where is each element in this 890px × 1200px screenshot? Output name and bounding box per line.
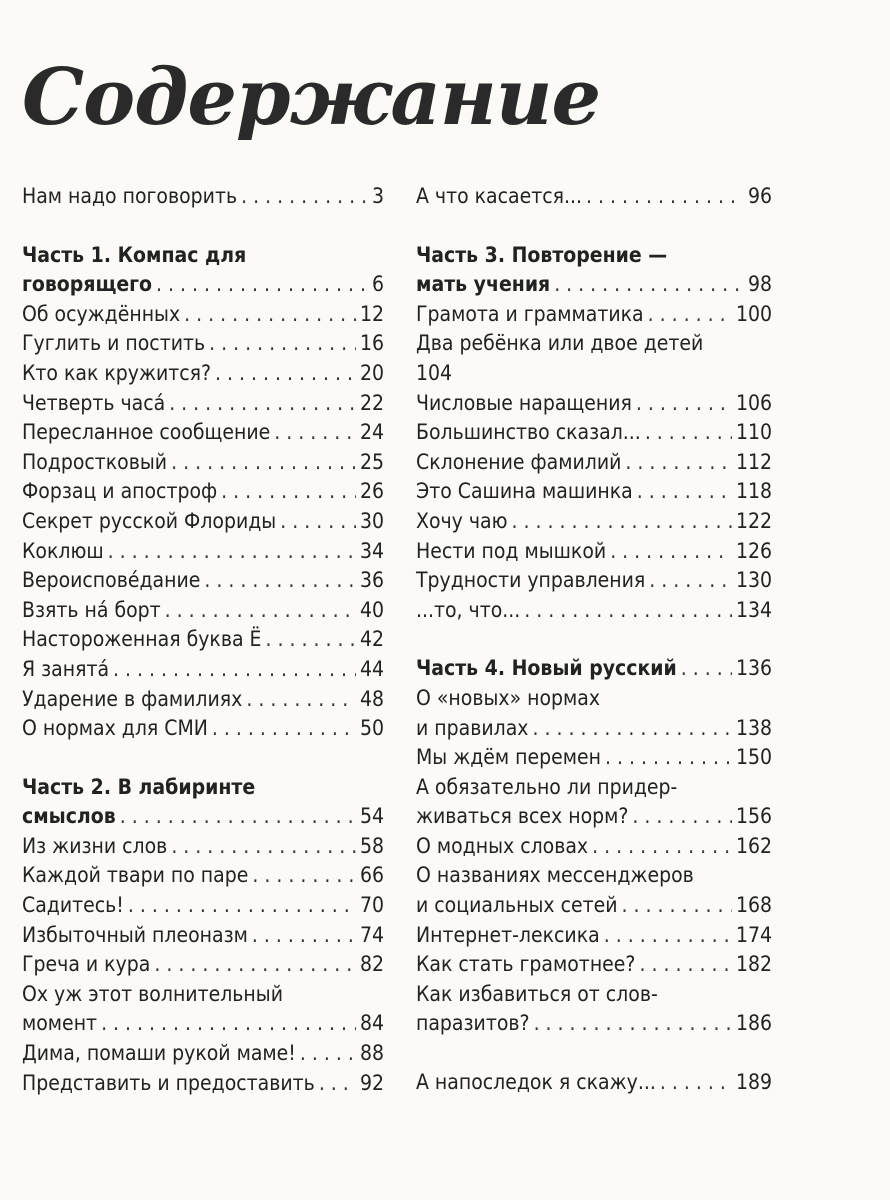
dot-leader [554, 270, 744, 300]
toc-entry-line [416, 448, 772, 478]
toc-entry-line [22, 685, 384, 715]
toc-entry-title: и правилах [416, 715, 529, 740]
toc-entry-line [416, 832, 772, 862]
dot-leader [184, 300, 356, 330]
toc-left-column [22, 182, 384, 1098]
toc-entry-line [22, 329, 384, 359]
toc-entry-title: Об осуждённых [22, 301, 181, 326]
toc-entry-line [22, 270, 384, 300]
dot-leader [586, 182, 744, 212]
dot-leader [246, 685, 356, 715]
toc-entry [416, 566, 772, 596]
toc-page-number: 88 [359, 1041, 384, 1066]
toc-entry-title: А что касается... [416, 184, 582, 208]
dot-leader [108, 537, 356, 567]
toc-entry [416, 329, 772, 388]
toc-entry [22, 861, 384, 891]
dot-leader [169, 389, 356, 419]
dot-leader [101, 1009, 356, 1039]
toc-page-number: 174 [735, 922, 772, 947]
toc-entry-title: и социальных сетей [416, 893, 618, 918]
toc-entry [22, 950, 384, 980]
toc-entry-title: Гуглить и постить [22, 331, 206, 356]
toc-page-number: 26 [359, 479, 384, 504]
toc-entry-title: Хочу чаю [416, 508, 508, 533]
toc-entry-line [22, 448, 384, 478]
toc-entry [22, 655, 384, 685]
dot-leader [252, 921, 356, 951]
dot-leader [204, 566, 356, 596]
toc-part-heading [416, 241, 772, 300]
dot-leader [534, 1009, 732, 1039]
toc-page-number: 84 [359, 1011, 384, 1036]
dot-leader [524, 596, 732, 626]
dot-leader [610, 537, 732, 567]
toc-page-number: 122 [735, 508, 772, 533]
toc-entry-title: Я занята́ [22, 656, 110, 681]
dot-leader [154, 950, 356, 980]
toc-page-number: 30 [359, 508, 384, 533]
toc-entry [416, 1068, 772, 1098]
toc-entry [22, 714, 384, 744]
toc-page-number: 25 [359, 449, 384, 474]
toc-entry-line [416, 743, 772, 773]
toc-page-number: 189 [735, 1070, 772, 1095]
toc-entry-title: Секрет русской Флориды [22, 508, 277, 533]
toc-entry-title: ...то, что... [416, 597, 521, 622]
toc-entry-title: Нам надо поговорить [22, 184, 238, 208]
dot-leader [156, 270, 368, 300]
toc-page-number: 162 [735, 833, 772, 858]
toc-entry-line [416, 802, 772, 832]
toc-entry-title: говорящего [22, 272, 153, 297]
toc-page-number: 50 [359, 716, 384, 741]
toc-entry [416, 448, 772, 478]
dot-leader [265, 625, 355, 655]
toc-page-number: 112 [735, 449, 772, 474]
toc-entry-title: О модных словах [416, 833, 589, 858]
dot-leader [252, 861, 356, 891]
toc-page-number: 12 [359, 301, 384, 326]
toc-entry [22, 891, 384, 921]
dot-leader [625, 448, 732, 478]
toc-page-number: 54 [359, 804, 384, 829]
toc-entry [416, 507, 772, 537]
toc-entry-line [22, 980, 384, 1010]
toc-entry-title: 104 [416, 360, 453, 385]
toc-page-number: 118 [735, 479, 772, 504]
toc-entry [22, 1069, 384, 1099]
toc-entry [416, 980, 772, 1039]
toc-page-number: 34 [359, 538, 384, 563]
toc-entry [22, 359, 384, 389]
toc-part-heading [22, 241, 384, 300]
toc-entry [22, 596, 384, 626]
toc-page-number: 156 [735, 804, 772, 829]
toc-page-number: 40 [359, 597, 384, 622]
toc-entry-line [416, 507, 772, 537]
dot-leader [660, 1068, 732, 1098]
dot-leader [212, 714, 356, 744]
toc-page-number: 150 [735, 745, 772, 770]
toc-page-number: 182 [735, 952, 772, 977]
toc-entry-title: Четверть часа́ [22, 390, 166, 415]
toc-entry-title: Числовые наращения [416, 390, 632, 415]
toc-entry [22, 300, 384, 330]
toc-entry-line [416, 684, 772, 714]
toc-entry-title: Взять на́ борт [22, 597, 161, 622]
toc-entry-line [22, 921, 384, 951]
toc-page-number: 96 [747, 184, 772, 208]
dot-leader [639, 950, 731, 980]
toc-page-number: 168 [735, 893, 772, 918]
toc-entry [22, 182, 384, 212]
toc-page-number: 136 [735, 656, 772, 681]
toc-entry-title: Часть 3. Повторение — [416, 242, 668, 267]
toc-entry-line [416, 654, 772, 684]
toc-entry-line [22, 507, 384, 537]
toc-entry-title: А напоследок я скажу... [416, 1070, 656, 1095]
dot-leader [215, 359, 356, 389]
dot-leader [128, 891, 356, 921]
toc-part-heading [416, 654, 772, 684]
toc-entry [22, 507, 384, 537]
toc-page-number: 70 [359, 893, 384, 918]
toc-entry-title: Представить и предоставить [22, 1070, 315, 1095]
toc-entry-line [416, 1068, 772, 1098]
toc-entry-line [22, 182, 384, 212]
dot-leader [592, 832, 732, 862]
dot-leader [637, 477, 732, 507]
toc-entry [22, 980, 384, 1039]
toc-entry [22, 537, 384, 567]
toc-entry-line [22, 655, 384, 685]
toc-entry-title: Нести под мышкой [416, 538, 607, 563]
toc-page-number: 126 [735, 538, 772, 563]
toc-entry-line [416, 270, 772, 300]
toc-entry-line [416, 891, 772, 921]
dot-leader [636, 389, 732, 419]
toc-page-number: 110 [735, 420, 772, 445]
toc-entry-title: Большинство сказал... [416, 420, 641, 445]
toc-page-number: 48 [359, 686, 384, 711]
dot-leader [171, 832, 356, 862]
toc-page-number: 42 [359, 627, 384, 652]
toc-entry-line [416, 389, 772, 419]
toc-part-heading [22, 773, 384, 832]
toc-entry-title: Ударение в фамилиях [22, 686, 243, 711]
toc-entry [22, 477, 384, 507]
toc-page-number: 106 [735, 390, 772, 415]
toc-entry [22, 448, 384, 478]
toc-entry-title: Коклюш [22, 538, 104, 563]
toc-entry-line [416, 980, 772, 1010]
toc-page-number: 20 [359, 360, 384, 385]
toc-entry-line [416, 241, 772, 271]
toc-page-number: 22 [359, 390, 384, 415]
dot-leader [681, 654, 732, 684]
toc-entry-title: Форзац и апостроф [22, 479, 218, 504]
dot-leader [604, 921, 732, 951]
toc-entry-line [22, 891, 384, 921]
toc-entry-line [22, 477, 384, 507]
toc-entry-line [416, 950, 772, 980]
toc-entry-title: Мы ждём перемен [416, 745, 602, 770]
toc-entry-line [416, 861, 772, 891]
toc-entry [416, 773, 772, 832]
toc-entry-line [22, 861, 384, 891]
toc-entry [416, 389, 772, 419]
toc-entry [416, 537, 772, 567]
dot-leader [209, 329, 356, 359]
toc-right-column [416, 182, 772, 1098]
toc-entry-line [22, 773, 384, 803]
toc-entry-line [22, 537, 384, 567]
toc-entry-title: Ох уж этот волнительный [22, 981, 283, 1006]
toc-entry-title: Каждой твари по паре [22, 863, 249, 888]
toc-entry [22, 625, 384, 655]
toc-entry-title: Как стать грамотнее? [416, 952, 636, 977]
toc-entry [416, 477, 772, 507]
toc-entry-line [22, 802, 384, 832]
toc-page-number: 66 [359, 863, 384, 888]
toc-entry [22, 329, 384, 359]
toc-page-number: 100 [735, 301, 772, 326]
toc-entry-line [416, 1009, 772, 1039]
toc-entry-title: Кто как кружится? [22, 360, 212, 385]
toc-entry-line [416, 921, 772, 951]
toc-entry-title: мать учения [416, 272, 551, 297]
toc-entry-line [22, 418, 384, 448]
toc-entry-line [416, 566, 772, 596]
toc-entry-title: Часть 2. В лабиринте [22, 774, 256, 799]
toc-entry-title: Это Сашина машинка [416, 479, 633, 504]
dot-leader [622, 891, 732, 921]
toc-entry-title: Как избавиться от слов- [416, 981, 658, 1006]
toc-entry-line [22, 1069, 384, 1099]
toc-entry [22, 832, 384, 862]
dot-leader [645, 418, 732, 448]
toc-entry-line [22, 566, 384, 596]
toc-entry-line [22, 596, 384, 626]
toc-entry-title: Интернет-лексика [416, 922, 600, 947]
toc-entry-line [416, 477, 772, 507]
toc-entry-line [416, 537, 772, 567]
toc-page-number: 92 [359, 1070, 384, 1095]
toc-entry [22, 685, 384, 715]
toc-entry-title: Пересланное сообщение [22, 420, 271, 445]
toc-page-number: 82 [359, 952, 384, 977]
toc-entry-title: О нормах для СМИ [22, 716, 208, 741]
dot-leader [241, 182, 368, 212]
toc-entry-title: А обязательно ли придер- [416, 774, 678, 799]
toc-entry-title: Из жизни слов [22, 833, 168, 858]
toc-entry-line [22, 832, 384, 862]
toc-entry-line [22, 359, 384, 389]
toc-entry [22, 566, 384, 596]
toc-entry-title: паразитов? [416, 1011, 530, 1036]
toc-entry-title: Подростковый [22, 449, 168, 474]
toc-entry [416, 596, 772, 626]
toc-page-number: 24 [359, 420, 384, 445]
toc-page-number: 74 [359, 922, 384, 947]
dot-leader [605, 743, 732, 773]
dot-leader [113, 655, 356, 685]
toc-entry-title: О «новых» нормах [416, 685, 601, 710]
toc-entry-line [416, 329, 772, 359]
dot-leader [120, 802, 356, 832]
dot-leader [300, 1039, 356, 1069]
toc-entry-title: Садитесь! [22, 893, 124, 918]
page-title: Содержание [22, 52, 601, 143]
toc-entry-title: Дима, помаши рукой маме! [22, 1041, 296, 1066]
toc-entry-line [416, 714, 772, 744]
toc-entry-title: Избыточный плеоназм [22, 922, 248, 947]
toc-entry-title: смыслов [22, 804, 116, 829]
toc-entry-title: Греча и кура [22, 952, 151, 977]
toc-page-number: 6 [371, 272, 384, 297]
toc-entry-line [416, 300, 772, 330]
toc-page-number: 138 [735, 715, 772, 740]
toc-entry-title: момент [22, 1011, 98, 1036]
toc-entry [416, 861, 772, 920]
toc-page-number: 44 [359, 656, 384, 681]
toc-entry-line [22, 625, 384, 655]
toc-entry [22, 1039, 384, 1069]
dot-leader [165, 596, 356, 626]
dot-leader [632, 802, 732, 832]
toc-page-number: 58 [359, 833, 384, 858]
toc-entry-line [416, 418, 772, 448]
toc-entry-line [416, 773, 772, 803]
dot-leader [512, 507, 732, 537]
toc-entry [416, 182, 772, 212]
dot-leader [532, 714, 731, 744]
toc-entry-line [22, 714, 384, 744]
toc-entry [22, 921, 384, 951]
toc-entry [416, 921, 772, 951]
toc-entry-title: Вероиспове́дание [22, 568, 201, 593]
toc-page-number: 36 [359, 568, 384, 593]
toc-entry-line [22, 389, 384, 419]
toc-entry [416, 418, 772, 448]
toc-entry [416, 950, 772, 980]
toc-entry [416, 743, 772, 773]
toc-entry-title: Часть 4. Новый русский [416, 656, 677, 681]
toc-entry-title: Склонение фамилий [416, 449, 622, 474]
toc-entry-line [22, 950, 384, 980]
toc-page-number: 3 [371, 184, 384, 208]
toc-page-number: 130 [735, 568, 772, 593]
toc-entry-line [416, 596, 772, 626]
toc-entry-line [22, 1009, 384, 1039]
dot-leader [280, 507, 356, 537]
toc-entry-line [22, 241, 384, 271]
toc-entry-line [416, 182, 772, 212]
toc-entry [22, 389, 384, 419]
toc-entry-title: Настороженная буква Ё [22, 627, 262, 652]
toc-entry [416, 300, 772, 330]
toc-entry [416, 684, 772, 743]
toc-entry [416, 832, 772, 862]
dot-leader [221, 477, 356, 507]
toc-entry-title: О названиях мессенджеров [416, 863, 694, 888]
toc-page-number: 98 [747, 272, 772, 297]
toc-page-number: 186 [735, 1011, 772, 1036]
toc-entry-line [22, 1039, 384, 1069]
toc-entry-title: Трудности управления [416, 568, 646, 593]
toc-entry-title: живаться всех норм? [416, 804, 629, 829]
toc-entry-title: Грамота и грамматика [416, 301, 644, 326]
dot-leader [319, 1069, 356, 1099]
dot-leader [274, 418, 356, 448]
toc-page-number: 134 [735, 597, 772, 622]
toc-entry [22, 418, 384, 448]
dot-leader [171, 448, 356, 478]
toc-entry-line [22, 300, 384, 330]
toc-entry-title: Часть 1. Компас для [22, 242, 247, 267]
dot-leader [648, 300, 732, 330]
toc-page-number: 16 [359, 331, 384, 356]
toc-entry-line [416, 359, 772, 389]
toc-entry-title: Два ребёнка или двое детей [416, 331, 704, 356]
dot-leader [649, 566, 732, 596]
